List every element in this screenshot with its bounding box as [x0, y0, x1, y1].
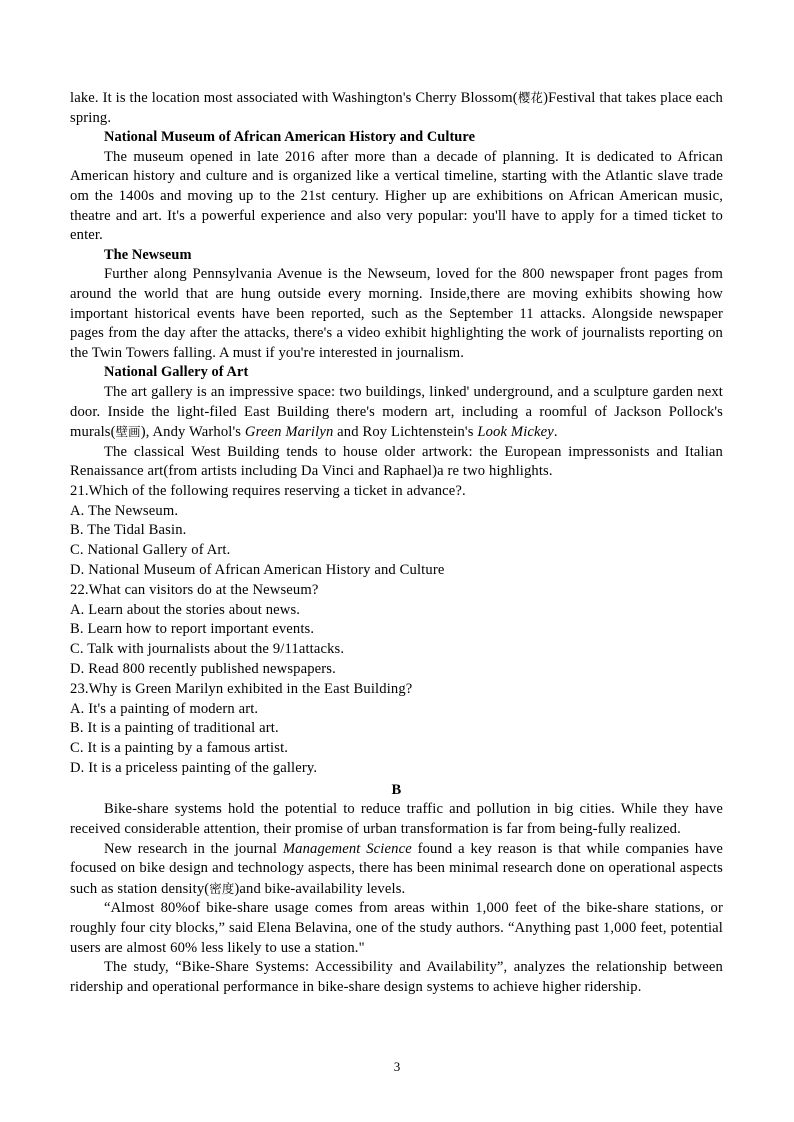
cjk-cherry-blossom: 樱花 [517, 90, 544, 105]
journal-title-management-science: Management Science [282, 840, 412, 857]
paragraph-national-gallery [70, 383, 723, 443]
gallery-text-3: and Roy Lichtenstein's [333, 424, 478, 441]
paragraph-bikeshare-quote: “Almost 80%of bike-share usage comes from areas within 1,000 feet of the bike-share stations, or roughly four city blocks,” said Elena Belavina, one of the study authors. “Anything past 1,000 feet, potential users are almost 60% less likely to use a station." [70, 900, 723, 956]
paragraph-national-museum: The museum opened in late 2016 after more than a decade of planning. It is dedicated to African American history and culture and is organized like a vertical timeline, starting with the Atlantic slave trade om the 1400s and moving up to the 21st century. Higher up are exhibitions on African American music, theatre and art. It's a powerful experience and also very popular: you'll have to apply for a timed ticket to enter. [70, 148, 723, 244]
heading-national-museum: National Museum of African American History and Culture [104, 129, 476, 146]
tidal-basin-text-start: lake. It is the location most associated with Washington's Cherry Blossom( [70, 90, 518, 106]
question-21-stem: 21.Which of the following requires reserving a ticket in advance?. [70, 482, 466, 499]
question-22-choice-b[interactable]: B. Learn how to report important events. [70, 621, 315, 638]
gallery-text-4: . [553, 424, 558, 441]
bikeshare-text-post: )and bike-availability levels. [234, 880, 406, 897]
paragraph-tidal-basin [70, 88, 723, 128]
cjk-density: 密度 [209, 880, 235, 896]
paragraph-west-building: The classical West Building tends to house older artwork: the European impressonists and Italian Renaissance art(from artists including Da Vinci and Raphael)a re two highlights. [70, 443, 723, 480]
bikeshare-text-mid: found a key reason is that while companies have focused on bike design and technology aspects, there has been minimal research done on operational aspects such as station density( [70, 840, 724, 897]
question-23-choice-a[interactable]: A. It's a painting of modern art. [70, 700, 259, 717]
question-22-choice-a[interactable]: A. Learn about the stories about news. [70, 601, 301, 618]
gallery-text-2: ), Andy Warhol's [140, 424, 245, 441]
section-label-b: B [391, 781, 402, 798]
page-number: 3 [393, 1059, 401, 1074]
cjk-mural: 壁画 [115, 424, 141, 440]
artwork-title-green-marilyn: Green Marilyn [244, 424, 334, 441]
gallery-text-1: The art gallery is an impressive space: two buildings, linked' underground, and a sculpture garden next door. Inside the light-filed East Building there's modern art, including a roomful of Jackson Pollock's murals( [70, 383, 723, 441]
question-21-choice-d[interactable]: D. National Museum of African American History and Culture [70, 562, 445, 579]
paragraph-bikeshare-study: The study, “Bike-Share Systems: Accessibility and Availability”, analyzes the relationship between ridership and operational performance in bike-share design systems to achieve higher ridership. [70, 959, 723, 995]
question-22-stem: 22.What can visitors do at the Newseum? [70, 581, 319, 598]
tidal-basin-text-end: )Festival that takes place each spring. [70, 90, 724, 126]
question-21-choice-a[interactable]: A. The Newseum. [70, 502, 179, 519]
question-21-choice-b[interactable]: B. The Tidal Basin. [70, 522, 187, 539]
question-23-choice-c[interactable]: C. It is a painting by a famous artist. [70, 740, 289, 757]
heading-national-gallery: National Gallery of Art [104, 364, 249, 381]
question-23-stem: 23.Why is Green Marilyn exhibited in the East Building? [70, 680, 413, 697]
question-23-choice-b[interactable]: B. It is a painting of traditional art. [70, 720, 279, 737]
heading-newseum: The Newseum [104, 246, 192, 263]
paragraph-bikeshare-research [70, 840, 723, 900]
question-22-choice-c[interactable]: C. Talk with journalists about the 9/11attacks. [70, 641, 345, 658]
paragraph-bikeshare-intro: Bike-share systems hold the potential to reduce traffic and pollution in big cities. While they have received considerable attention, their promise of urban transformation is far from being-fully realized. [70, 801, 723, 838]
bikeshare-text-pre: New research in the journal [104, 840, 283, 857]
artwork-title-look-mickey: Look Mickey [477, 424, 554, 441]
question-21-choice-c[interactable]: C. National Gallery of Art. [70, 542, 231, 559]
question-23-choice-d[interactable]: D. It is a priceless painting of the gallery. [70, 760, 318, 777]
paragraph-newseum: Further along Pennsylvania Avenue is the Newseum, loved for the 800 newspaper front pages from around the world that are hung outside every morning. Inside,there are moving exhibits showing how important historical events have been reported, such as the September 11 attacks. Alongside newspaper pages from the day after the attacks, there's a video exhibit highlighting the work of journalists reporting on the Twin Towers falling. A must if you're interested in journalism. [70, 266, 723, 361]
question-22-choice-d[interactable]: D. Read 800 recently published newspapers. [70, 661, 336, 678]
document-body [70, 88, 723, 997]
